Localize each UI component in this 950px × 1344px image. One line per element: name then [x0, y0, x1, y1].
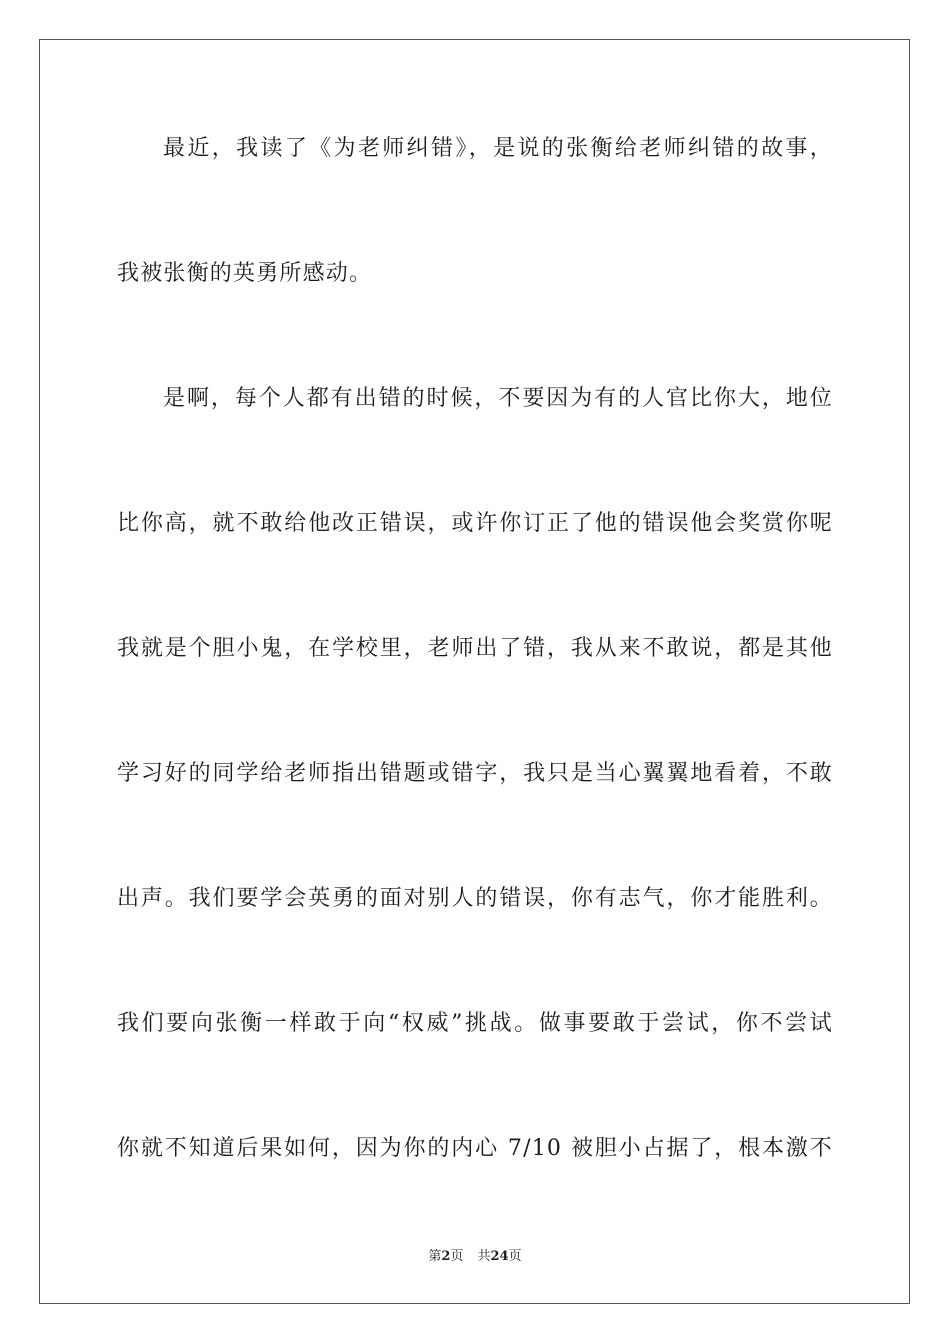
footer-page-prefix: 第: [428, 1249, 442, 1264]
footer-page-number: 2: [441, 1249, 451, 1264]
paragraph-2-line-6: 我们要向张衡一样敢于向“权威”挑战。做事要敢于尝试，你不尝试: [117, 1011, 833, 1036]
footer-page-suffix: 页: [450, 1249, 464, 1264]
footer-total-suffix: 页: [508, 1249, 522, 1264]
paragraph-2-line-7: 你就不知道后果如何，因为你的内心 7/10 被胆小占据了，根本激不: [117, 1136, 833, 1161]
paragraph-2-line-3: 我就是个胆小鬼，在学校里，老师出了错，我从来不敢说，都是其他: [117, 636, 833, 661]
footer-total-pages: 24: [490, 1249, 509, 1264]
paragraph-2-line-4: 学习好的同学给老师指出错题或错字，我只是当心翼翼地看着，不敢: [117, 761, 833, 786]
paragraph-1-line-1: 最近，我读了《为老师纠错》，是说的张衡给老师纠错的故事，: [163, 136, 833, 161]
footer-total-prefix: 共: [477, 1249, 491, 1264]
paragraph-2-line-5: 出声。我们要学会英勇的面对别人的错误，你有志气，你才能胜利。: [117, 886, 833, 911]
page-border: [39, 39, 910, 1304]
paragraph-2-line-1: 是啊，每个人都有出错的时候，不要因为有的人官比你大，地位: [163, 386, 833, 411]
paragraph-1-line-2: 我被张衡的英勇所感动。: [117, 261, 373, 286]
page-footer: [0, 1248, 950, 1266]
paragraph-2-line-2: 比你高，就不敢给他改正错误，或许你订正了他的错误他会奖赏你呢: [117, 511, 833, 536]
